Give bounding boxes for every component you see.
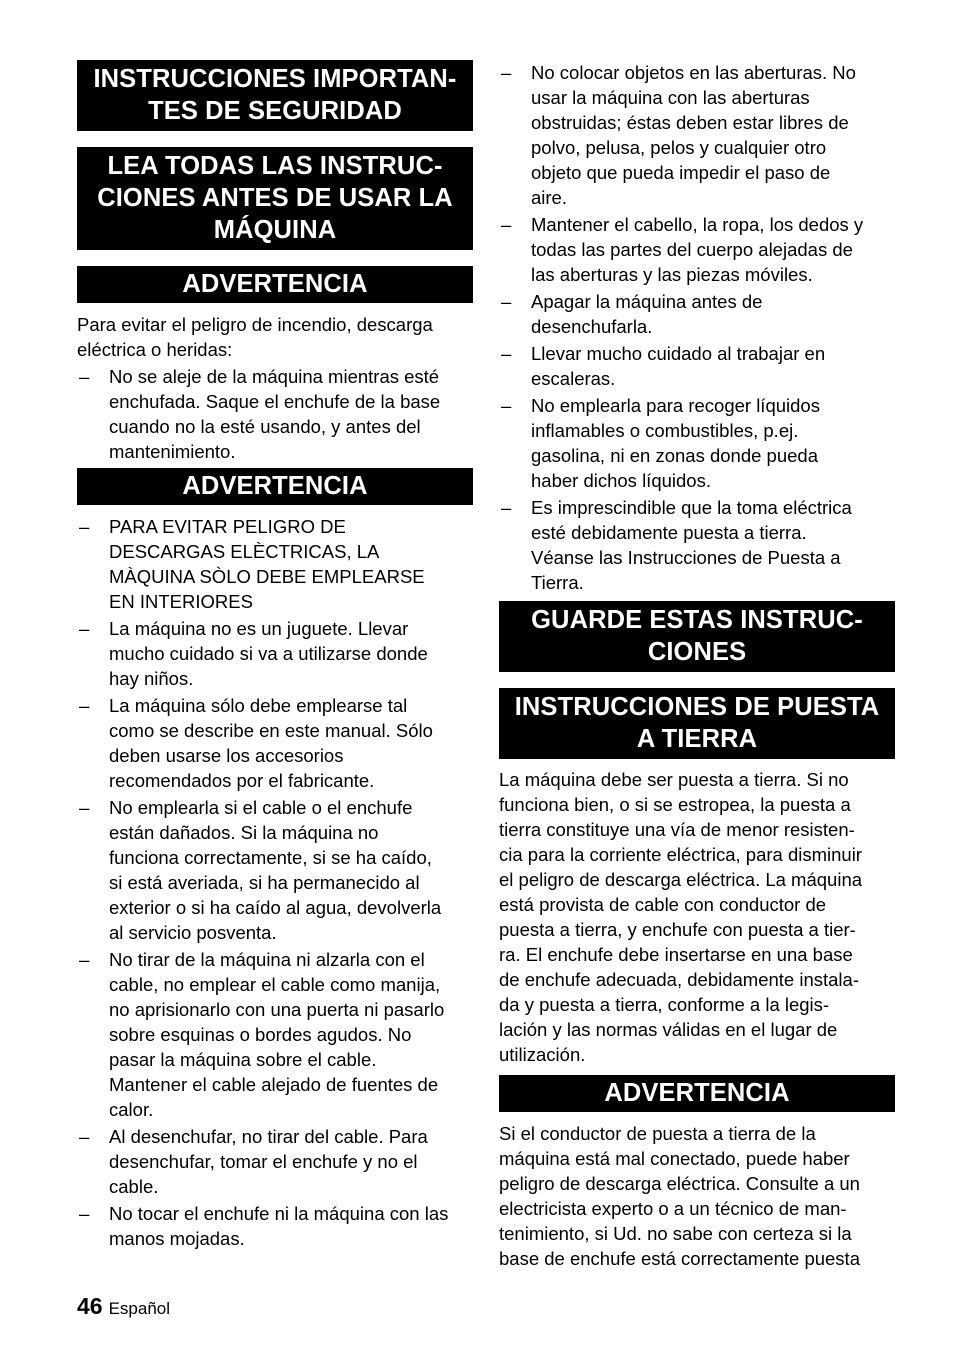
list-dash: – — [79, 695, 90, 716]
warning-1-list — [77, 364, 473, 464]
list-dash: – — [79, 1126, 90, 1147]
list-item — [77, 364, 473, 464]
warning-heading-1: ADVERTENCIA — [77, 266, 473, 303]
warning-heading-3: ADVERTENCIA — [499, 1075, 895, 1112]
list-dash: – — [501, 395, 512, 416]
list-dash: – — [79, 366, 90, 387]
list-dash: – — [501, 62, 512, 83]
right-column — [499, 60, 895, 1273]
list-dash: – — [79, 516, 90, 537]
list-item-text: No colocar objetos en las aberturas. No usar la máquina con las aberturas obstruidas; éstas deben estar libres de polvo, pelusa, pelos y cualquier otro objeto que pueda impedir el paso de aire. — [531, 62, 856, 208]
list-dash: – — [79, 797, 90, 818]
list-dash: – — [501, 214, 512, 235]
list-item — [499, 60, 895, 210]
list-item — [77, 795, 473, 945]
list-item — [77, 693, 473, 793]
list-item — [499, 212, 895, 287]
list-dash: – — [79, 949, 90, 970]
list-item — [77, 1201, 473, 1251]
list-item-text: No emplearla si el cable o el enchufe están dañados. Si la máquina no funciona correctamente, si se ha caído, si está averiada, si ha permanecido al exterior o si ha caído al agua, devolverla al servicio posventa. — [109, 797, 442, 943]
list-dash: – — [501, 497, 512, 518]
list-item-text: La máquina no es un juguete. Llevar mucho cuidado si va a utilizarse donde hay niños. — [109, 618, 428, 689]
list-item — [499, 495, 895, 595]
list-item-text: Es imprescindible que la toma eléctrica esté debidamente puesta a tierra. Véanse las Instrucciones de Puesta a Tierra. — [531, 497, 852, 593]
left-column — [77, 60, 473, 1255]
list-item-text: Apagar la máquina antes de desenchufarla. — [531, 291, 763, 337]
list-dash: – — [79, 1203, 90, 1224]
list-dash: – — [79, 618, 90, 639]
grounding-instructions-heading: INSTRUCCIONES DE PUESTA A TIERRA — [499, 688, 895, 759]
save-instructions-heading: GUARDE ESTAS INSTRUC- CIONES — [499, 601, 895, 672]
list-item-text: No emplearla para recoger líquidos inflamables o combustibles, p.ej. gasolina, ni en zonas donde pueda haber dichos líquidos. — [531, 395, 820, 491]
list-item-text: PARA EVITAR PELIGRO DE DESCARGAS ELÈCTRICAS, LA MÀQUINA SÒLO DEBE EMPLEARSE EN INTERIORES — [109, 516, 425, 612]
list-item-text: Al desenchufar, no tirar del cable. Para desenchufar, tomar el enchufe y no el cable. — [109, 1126, 428, 1197]
list-item — [499, 341, 895, 391]
list-item — [77, 947, 473, 1122]
list-item — [77, 514, 473, 614]
list-item — [77, 1124, 473, 1199]
warning-2-list — [77, 514, 473, 1251]
list-item-text: No se aleje de la máquina mientras esté enchufada. Saque el enchufe de la base cuando no la esté usando, y antes del mantenimiento. — [109, 366, 441, 462]
list-dash: – — [501, 343, 512, 364]
safety-instructions-heading: INSTRUCCIONES IMPORTAN- TES DE SEGURIDAD — [77, 60, 473, 131]
list-dash: – — [501, 291, 512, 312]
list-item-text: Llevar mucho cuidado al trabajar en escaleras. — [531, 343, 826, 389]
list-item — [499, 393, 895, 493]
list-item-text: No tirar de la máquina ni alzarla con el cable, no emplear el cable como manija, no aprisionarlo con una puerta ni pasarlo sobre esquinas o bordes agudos. No pasar la máquina sobre el cable. Mantener el cable alejado de fuentes de calor. — [109, 949, 445, 1120]
page-footer — [77, 1290, 170, 1325]
list-item-text: Mantener el cabello, la ropa, los dedos y todas las partes del cuerpo alejadas de las aberturas y las piezas móviles. — [531, 214, 864, 285]
list-item — [77, 616, 473, 691]
list-item-text: La máquina sólo debe emplearse tal como se describe en este manual. Sólo deben usarse los accesorios recomendados por el fabricante. — [109, 695, 433, 791]
warning-1-intro: Para evitar el peligro de incendio, descarga eléctrica o heridas: — [77, 314, 433, 360]
read-all-instructions-heading: LEA TODAS LAS INSTRUC- CIONES ANTES DE USAR LA MÁQUINA — [77, 147, 473, 250]
warning-heading-2: ADVERTENCIA — [77, 468, 473, 505]
grounding-paragraph: La máquina debe ser puesta a tierra. Si no funciona bien, o si se estropea, la puesta a tierra constituye una vía de menor resisten- cia para la corriente eléctrica, para disminuir el peligro de descarga eléctrica. La máquina está provista de cable con conductor de puesta a tierra, y enchufe con puesta a tier- ra. El enchufe debe insertarse en una base de enchufe adecuada, debidamente instala- da y puesta a tierra, conforme a la legis- lación y las normas válidas en el lugar de utilización. — [499, 769, 863, 1065]
page-number: 46 — [77, 1293, 103, 1319]
list-item-text: No tocar el enchufe ni la máquina con las manos mojadas. — [109, 1203, 449, 1249]
continued-warning-list — [499, 60, 895, 595]
warning-3-paragraph: Si el conductor de puesta a tierra de la máquina está mal conectado, puede haber peligro de descarga eléctrica. Consulte a un electricista experto o a un técnico de man- tenimiento, si Ud. no sabe con certeza si la base de enchufe está correctamente puesta — [499, 1123, 860, 1269]
list-item — [499, 289, 895, 339]
footer-language: Español — [108, 1299, 171, 1318]
